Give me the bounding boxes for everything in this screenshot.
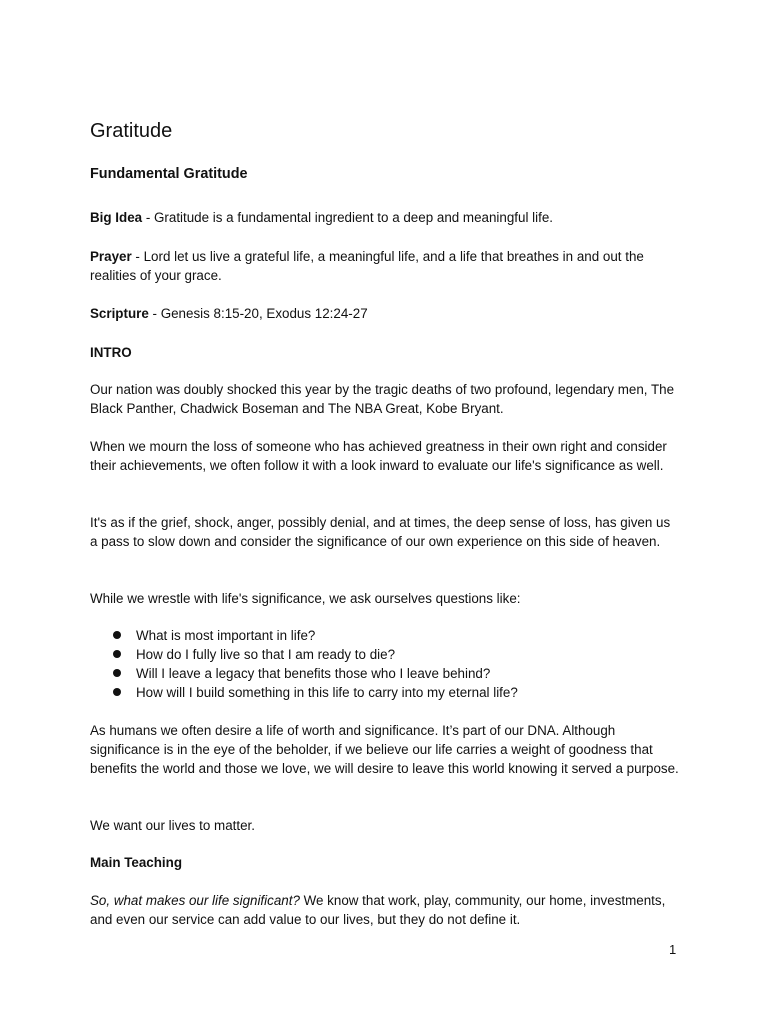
list-item bbox=[90, 645, 518, 664]
list-item bbox=[90, 664, 518, 683]
bullet-icon bbox=[113, 669, 121, 677]
list-item bbox=[90, 626, 518, 645]
intro-paragraph-5: As humans we often desire a life of worth and significance. It’s part of our DNA. Although significance is in the eye of the beholder, if we believe our life carries a weight of goodness that benefits the world and those we love, we will desire to leave this world knowing it served a purpose. bbox=[90, 723, 679, 776]
list-item-text: Will I leave a legacy that benefits those who I leave behind? bbox=[136, 666, 491, 681]
scripture-text: - Genesis 8:15-20, Exodus 12:24-27 bbox=[148, 306, 368, 321]
questions-list bbox=[90, 626, 518, 702]
intro-paragraph-1: Our nation was doubly shocked this year by the tragic deaths of two profound, legendary men, The Black Panther, Chadwick Boseman and The NBA Great, Kobe Bryant. bbox=[90, 382, 675, 416]
big-idea-text: - Gratitude is a fundamental ingredient to a deep and meaningful life. bbox=[142, 210, 553, 225]
big-idea-label: Big Idea bbox=[90, 210, 143, 225]
bullet-icon bbox=[113, 650, 121, 658]
list-item-text: How will I build something in this life to carry into my eternal life? bbox=[136, 685, 518, 700]
big-idea-paragraph bbox=[90, 208, 680, 227]
document-subtitle: Fundamental Gratitude bbox=[90, 166, 248, 182]
prayer-text: - Lord let us live a grateful life, a meaningful life, and a life that breathes in and out the realities of your grace. bbox=[90, 249, 644, 283]
main-question: So, what makes our life significant? bbox=[90, 893, 300, 908]
scripture-label: Scripture bbox=[90, 306, 149, 321]
prayer-paragraph bbox=[90, 247, 680, 285]
intro-paragraph-2: When we mourn the loss of someone who has achieved greatness in their own right and consider their achievements, we often follow it with a look inward to evaluate our life's significance as well. bbox=[90, 439, 667, 473]
prayer-label: Prayer bbox=[90, 249, 132, 264]
list-item-text: What is most important in life? bbox=[136, 628, 316, 643]
intro-paragraph-3: It's as if the grief, shock, anger, possibly denial, and at times, the deep sense of loss, has given us a pass to slow down and consider the significance of our own experience on this side of heaven. bbox=[90, 515, 671, 549]
intro-paragraph-6: We want our lives to matter. bbox=[90, 818, 255, 833]
bullet-icon bbox=[113, 688, 121, 696]
intro-heading: INTRO bbox=[90, 345, 132, 360]
scripture-paragraph bbox=[90, 304, 680, 323]
main-paragraph-1 bbox=[90, 891, 680, 929]
bullet-icon bbox=[113, 631, 121, 639]
main-teaching-heading: Main Teaching bbox=[90, 855, 183, 870]
main-paragraph-text: We know that work, play, community, our home, investments, and even our service can add value to our lives, but they do not define it. bbox=[90, 893, 666, 927]
page-number: 1 bbox=[669, 942, 677, 957]
list-item-text: How do I fully live so that I am ready to die? bbox=[136, 647, 396, 662]
document-title: Gratitude bbox=[90, 120, 173, 142]
intro-paragraph-4: While we wrestle with life's significance, we ask ourselves questions like: bbox=[90, 591, 521, 606]
list-item bbox=[90, 683, 518, 702]
